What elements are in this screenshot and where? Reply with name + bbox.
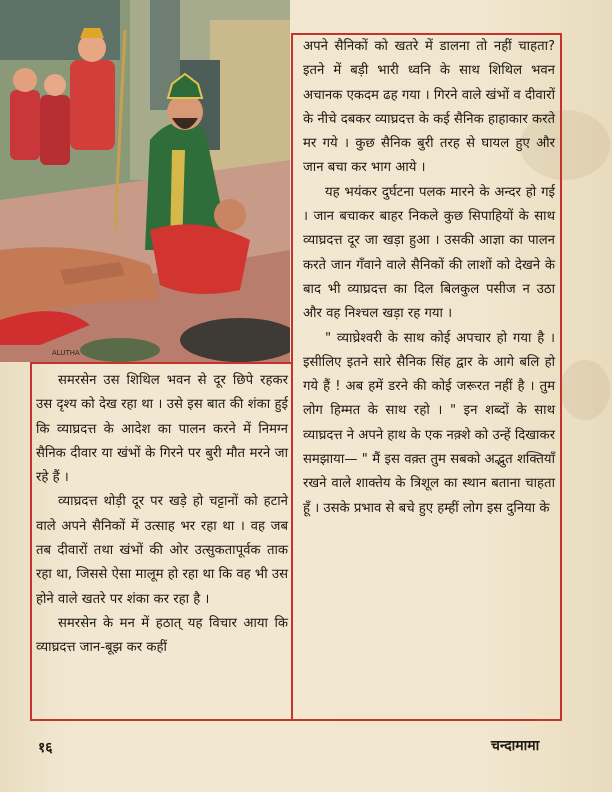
magazine-name: चन्दामामा	[491, 738, 540, 754]
paper-stain	[560, 360, 610, 420]
page-number: १६	[38, 740, 53, 756]
right-frame-left-rule	[291, 33, 293, 721]
artist-signature: ALUTHA	[52, 349, 80, 357]
right-frame-right-rule	[560, 33, 562, 721]
paragraph: " व्याघ्रेश्वरी के साथ कोई अपचार हो गया है । इसीलिए इतने सारे सैनिक सिंह द्वार के आगे बलि हो गये हैं ! अब हमें डरने की कोई जरूरत नहीं है । तुम लोग हिम्मत के साथ रहो । " इन शब्दों के साथ व्याघ्रदत्त ने अपने हाथ के एक नक़्शे को उन्हें दिखाकर समझाया— " मैं इस वक़्त तुम सबको अद्भुत शक्तियाँ रखने वाले शाक्तेय के त्रिशूल का स्थान बताना चाहता हूँ । उसके प्रभाव से बचे हुए हम्हीं लोग इस दुनिया के	[303, 330, 555, 516]
paragraph: व्याघ्रदत्त थोड़ी दूर पर खड़े हो चट्टानों को हटाने वाले अपने सैनिकों में उत्साह भर रहा था । वह जब तब दीवारों तथा खंभों की ओर उत्सुकतापूर्वक ताक रहा था, जिससे ऐसा मालूम हो रहा था कि वह भी उस होने वाले खतरे पर शंका कर रहा है ।	[36, 494, 288, 607]
right-text-column	[303, 35, 555, 521]
paragraph: समरसेन उस शिथिल भवन से दूर छिपे रहकर उस दृश्य को देख रहा था । उसे इस बात की शंका हुई कि व्याघ्रदत्त के आदेश का पालन करने में निमग्न सैनिक दीवार या खंभों के गिरने पर बुरी मौत मरने जा रहे हैं ।	[36, 373, 288, 486]
story-illustration	[0, 0, 290, 362]
bottom-frame-rule	[30, 719, 562, 721]
left-frame-top-rule	[30, 362, 292, 364]
left-text-column	[36, 369, 288, 661]
paragraph: समरसेन के मन में हठात् यह विचार आया कि व्याघ्रदत्त जान-बूझ कर कहीं	[36, 615, 288, 656]
paragraph: अपने सैनिकों को खतरे में डालना तो नहीं चाहता? इतने में बड़ी भारी ध्वनि के साथ शिथिल भवन अचानक एकदम ढह गया । गिरने वाले खंभों व दीवारों के नीचे दबकर व्याघ्रदत्त के कई सैनिक हाहाकार करते मर गये । कुछ सैनिक बुरी तरह से घायल हुए और जान बचा कर भाग आये ।	[303, 39, 555, 176]
left-frame-left-rule	[30, 362, 32, 721]
paragraph: यह भयंकर दुर्घटना पलक मारने के अन्दर हो गई । जान बचाकर बाहर निकले कुछ सिपाहियों के साथ व्याघ्रदत्त दूर जा खड़ा हुआ । उसकी आज्ञा का पालन करते जान गँवाने वाले सैनिकों की लाशों को देखने के बाद भी व्याघ्रदत्त का दिल बिलकुल पसीज न उठा और वह निश्चल खड़ा रह गया ।	[303, 184, 555, 322]
